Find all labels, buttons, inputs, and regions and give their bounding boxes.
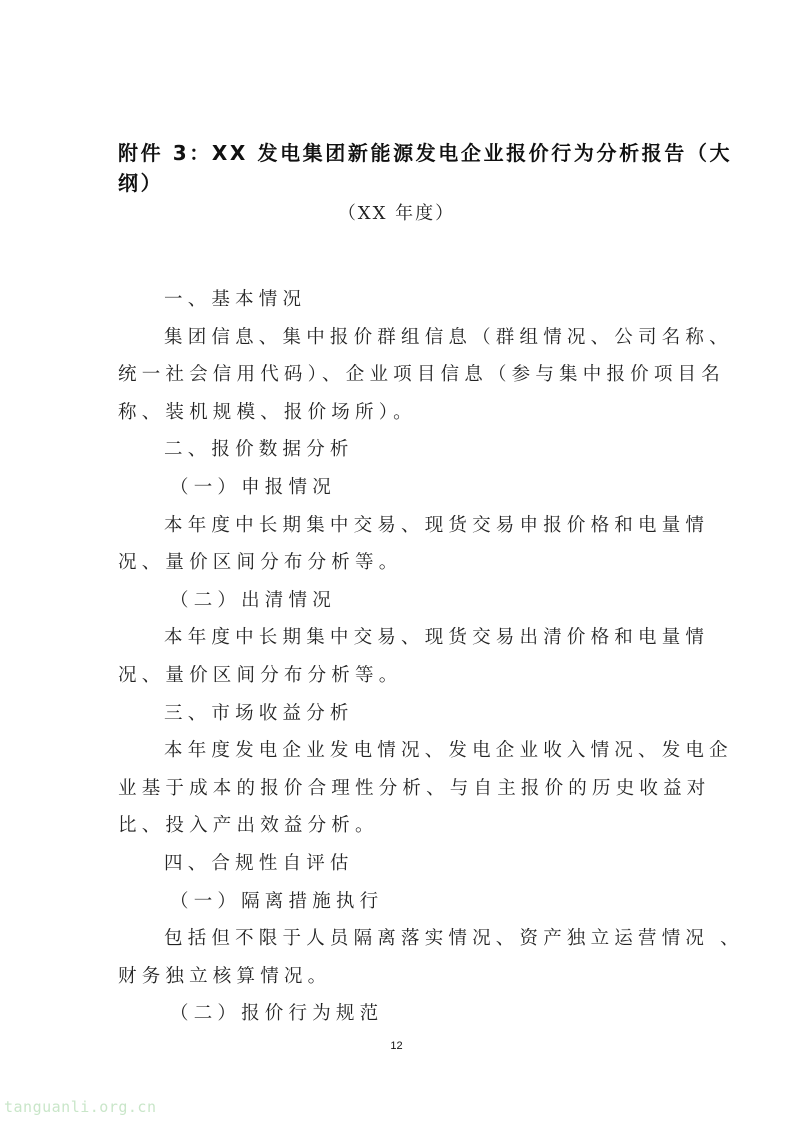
paragraph-line: 业基于成本的报价合理性分析、与自主报价的历史收益对 xyxy=(118,777,711,799)
title-line-2: 纲） xyxy=(118,171,164,195)
document-subtitle: （XX 年度） xyxy=(337,203,456,224)
watermark: tanguanli.org.cn xyxy=(4,1098,157,1116)
document-body xyxy=(118,281,744,1033)
paragraph-line: 本年度发电企业发电情况、发电企业收入情况、发电企 xyxy=(164,740,733,762)
title-line-1: 附件 3：XX 发电集团新能源发电企业报价行为分析报告（大 xyxy=(118,141,733,165)
paragraph-line: 称、装机规模、报价场所）。 xyxy=(118,401,417,423)
subsection-heading: （二）报价行为规范 xyxy=(170,1003,384,1025)
section-heading-2: 二、报价数据分析 xyxy=(164,439,354,461)
section-heading-1: 一、基本情况 xyxy=(164,289,307,310)
paragraph-line: 比、投入产出效益分析。 xyxy=(118,815,379,837)
section-heading-4: 四、合规性自评估 xyxy=(164,852,354,874)
paragraph-line: 集团信息、集中报价群组信息（群组情况、公司名称、 xyxy=(164,326,733,348)
subsection-heading: （一）申报情况 xyxy=(170,476,336,498)
paragraph-line: 本年度中长期集中交易、现货交易申报价格和电量情 xyxy=(164,514,710,536)
page-number: 12 xyxy=(390,1040,403,1052)
subsection-heading: （二）出清情况 xyxy=(170,589,336,611)
section-heading-3: 三、市场收益分析 xyxy=(164,702,354,724)
document-title xyxy=(118,138,733,198)
paragraph-line: 况、量价区间分布分析等。 xyxy=(118,552,403,574)
paragraph-line: 况、量价区间分布分析等。 xyxy=(118,664,403,686)
paragraph-line: 财务独立核算情况。 xyxy=(118,965,332,987)
subsection-heading: （一）隔离措施执行 xyxy=(170,890,384,912)
paragraph-line: 统一社会信用代码）、企业项目信息（参与集中报价项目名 xyxy=(118,364,725,386)
paragraph-line: 包括但不限于人员隔离落实情况、资产独立运营情况 、 xyxy=(164,928,744,950)
paragraph-line: 本年度中长期集中交易、现货交易出清价格和电量情 xyxy=(164,627,710,649)
